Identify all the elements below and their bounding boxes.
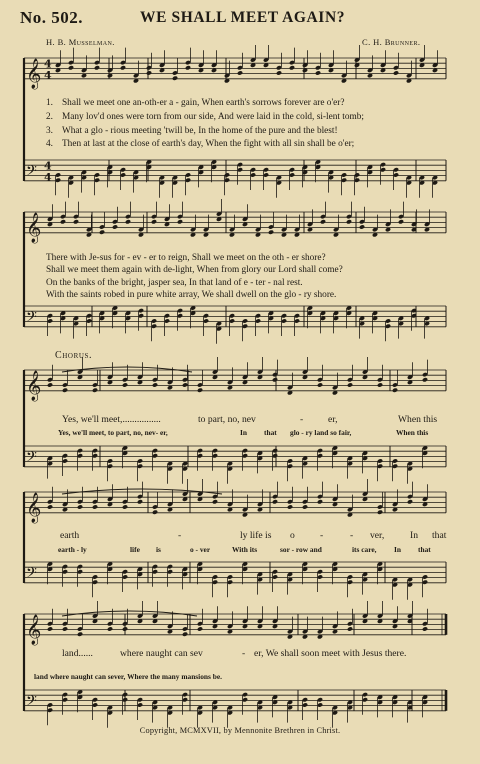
note-head xyxy=(47,382,53,387)
note-head xyxy=(272,377,278,382)
note-head xyxy=(302,504,308,509)
chorus-word: that xyxy=(432,530,447,541)
time-signature-icon: 4 xyxy=(44,68,52,82)
hymn-title: WE SHALL MEET AGAIN? xyxy=(140,9,346,26)
treble-clef-icon: 𝄞 xyxy=(26,58,42,89)
treble-clef-icon: 𝄞 xyxy=(26,212,42,243)
note-head xyxy=(398,219,404,224)
chorus-word: ver, xyxy=(370,530,385,541)
chorus-word: land...... xyxy=(62,648,93,659)
chorus-word: ly life is xyxy=(240,530,272,541)
verse-text: Shall we meet one an-oth-er a - gain, When earth's sorrows forever are o'er? xyxy=(62,98,345,108)
note-head xyxy=(62,388,68,393)
chorus-word: glo - ry land so fair, xyxy=(290,428,352,437)
bass-clef-icon: 𝄢 xyxy=(26,162,37,183)
note-head xyxy=(272,499,278,504)
verse-line-4 xyxy=(46,139,354,150)
time-signature-icon: 4 xyxy=(44,57,52,71)
note-head xyxy=(92,388,98,393)
note-head xyxy=(422,377,428,382)
chorus-word: to part, no, nev xyxy=(198,414,256,425)
chorus-word: life xyxy=(130,545,140,554)
chorus-word: - xyxy=(178,530,182,541)
note-head xyxy=(152,510,158,515)
note-head xyxy=(359,224,365,229)
note-head xyxy=(377,382,383,387)
note-head xyxy=(112,224,118,229)
time-signature-icon: 4 xyxy=(44,170,52,184)
note-head xyxy=(237,70,243,75)
note-head xyxy=(276,70,282,75)
verse-line-2 xyxy=(46,112,364,123)
chorus-word: In xyxy=(240,428,247,437)
note-head xyxy=(47,504,53,509)
note-head xyxy=(125,219,131,224)
note-head xyxy=(346,219,352,224)
verse-number: 1. xyxy=(46,98,53,108)
verse-text: Many lov'd ones were torn from our side, And were laid in the cold, si-lent tomb; xyxy=(62,112,364,122)
note-head xyxy=(107,626,113,631)
note-head xyxy=(422,626,428,631)
chorus-word: o - ver xyxy=(190,545,211,554)
chorus-word: that xyxy=(418,545,431,554)
note-head xyxy=(182,632,188,637)
note-head xyxy=(268,230,274,235)
note-head xyxy=(137,499,143,504)
note-head xyxy=(99,230,105,235)
chorus-word: o xyxy=(290,530,295,541)
note-head xyxy=(212,499,218,504)
verse-text: On the banks of the bright, jasper sea, In that land of e - ter - nal rest. xyxy=(46,278,303,288)
note-head xyxy=(320,219,326,224)
note-head xyxy=(68,65,74,70)
note-head xyxy=(47,626,53,631)
treble-clef-icon: 𝄞 xyxy=(26,614,42,645)
chorus-word: - xyxy=(300,414,304,425)
verse-number: 4. xyxy=(46,139,53,149)
note-head xyxy=(377,510,383,515)
note-head xyxy=(287,504,293,509)
note-head xyxy=(73,219,79,224)
note-head xyxy=(94,65,100,70)
verse-text: Then at last at the close of earth's day, When the fight with all sin shall be o'er; xyxy=(62,139,355,149)
verse-line-3 xyxy=(46,278,303,289)
chorus-word: - xyxy=(242,648,246,659)
chorus-word: sor - row and xyxy=(280,545,322,554)
bass-clef-icon: 𝄢 xyxy=(26,448,37,469)
note-head xyxy=(289,65,295,70)
chorus-word: In xyxy=(394,545,401,554)
note-head xyxy=(122,504,128,509)
note-head xyxy=(317,382,323,387)
note-head xyxy=(122,626,128,631)
chorus-word: Yes, we'll meet, to part, no, nev- er, xyxy=(58,428,168,437)
words-credit: H. B. Musselman. xyxy=(46,37,115,47)
chorus-word: earth - ly xyxy=(58,545,87,554)
note-head xyxy=(197,388,203,393)
note-head xyxy=(347,382,353,387)
verse-text: With the saints robed in pure white array, We shall dwell on the glo - ry shore. xyxy=(46,290,337,300)
bass-clef-icon: 𝄢 xyxy=(26,564,37,585)
note-head xyxy=(185,65,191,70)
note-head xyxy=(120,65,126,70)
note-head xyxy=(152,382,158,387)
note-head xyxy=(77,632,83,637)
note-head xyxy=(62,626,68,631)
note-head xyxy=(77,504,83,509)
verse-line-2 xyxy=(46,265,343,276)
chorus-word: earth xyxy=(60,530,80,541)
hymn-number: No. 502. xyxy=(20,8,84,27)
treble-clef-icon: 𝄞 xyxy=(26,492,42,523)
note-head xyxy=(317,499,323,504)
verse-text: Shall we meet them again with de-light, When from glory our Lord shall come? xyxy=(46,265,343,275)
note-head xyxy=(407,499,413,504)
bass-clef-icon: 𝄢 xyxy=(26,308,37,329)
chorus-word: er, xyxy=(328,414,338,425)
note-head xyxy=(177,219,183,224)
note-head xyxy=(146,70,152,75)
note-head xyxy=(92,504,98,509)
chorus-label: Chorus. xyxy=(55,350,93,361)
verse-line-4 xyxy=(46,290,336,301)
verse-line-3 xyxy=(46,126,338,137)
treble-clef-icon: 𝄞 xyxy=(26,370,42,401)
note-head xyxy=(315,70,321,75)
chorus-word: - xyxy=(320,530,324,541)
chorus-word: er, We shall soon meet with Jesus there. xyxy=(254,648,407,659)
time-signature-icon: 4 xyxy=(44,159,52,173)
note-head xyxy=(347,626,353,631)
music-credit: C. H. Brunner. xyxy=(362,37,421,47)
verse-number: 2. xyxy=(46,112,53,122)
chorus-word: Yes, we'll meet,................ xyxy=(62,414,161,425)
chorus-word: With its xyxy=(232,545,258,554)
note-head xyxy=(197,626,203,631)
chorus-word: its care, xyxy=(352,545,377,554)
bass-clef-icon: 𝄢 xyxy=(26,692,37,713)
verse-number: 3. xyxy=(46,126,53,136)
note-head xyxy=(151,219,157,224)
note-head xyxy=(122,382,128,387)
chorus-word: When this xyxy=(396,428,429,437)
verse-line-1 xyxy=(46,98,344,109)
chorus-word: that xyxy=(264,428,277,437)
verse-line-1 xyxy=(46,253,326,264)
verse-text: What a glo - rious meeting 'twill be, In the home of the pure and the blest! xyxy=(62,126,338,136)
chorus-word: When this xyxy=(398,414,438,425)
chorus-word: In xyxy=(410,530,418,541)
note-head xyxy=(182,382,188,387)
note-head xyxy=(60,219,66,224)
verse-text: There with Je-sus for - ev - er to reign, Shall we meet on the oth - er shore? xyxy=(46,253,326,263)
chorus-word: - xyxy=(350,530,354,541)
copyright-notice: Copyright, MCMXVII, by Mennonite Brethren in Christ. xyxy=(139,726,341,735)
note-head xyxy=(172,76,178,81)
note-head xyxy=(393,70,399,75)
chorus-word: land where naught can sever, Where the many mansions be. xyxy=(34,672,222,681)
chorus-word: where naught can sev xyxy=(120,648,203,659)
chorus-word: is xyxy=(156,545,161,554)
note-head xyxy=(392,388,398,393)
